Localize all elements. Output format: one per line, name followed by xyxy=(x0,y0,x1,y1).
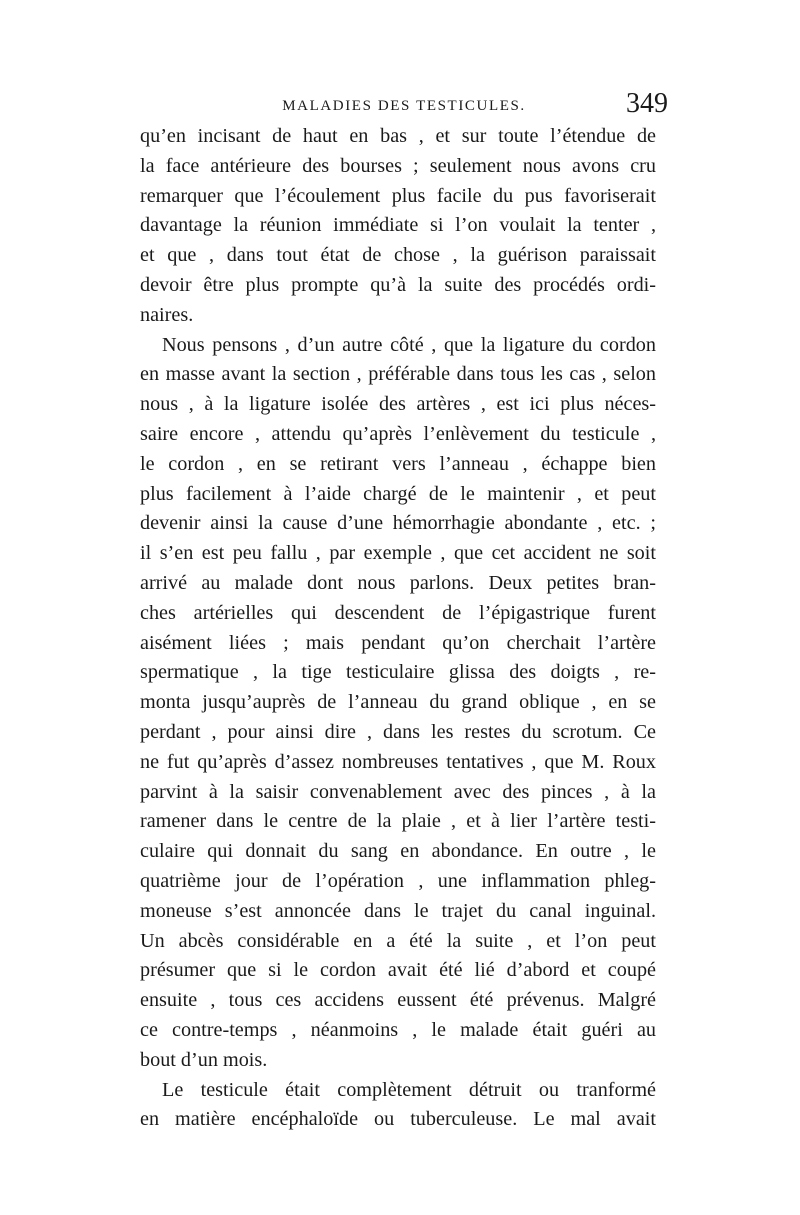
text-line: en matière encéphaloïde ou tuberculeuse. Le mal avait xyxy=(140,1108,656,1131)
text-line: Nous pensons , d’un autre côté , que la ligature du cordon xyxy=(162,333,656,356)
paragraph-1 xyxy=(140,122,656,331)
text-line: le cordon , en se retirant vers l’anneau , échappe bien xyxy=(140,452,656,475)
text-line: quatrième jour de l’opération , une inflammation phleg- xyxy=(140,869,656,892)
text-line: Un abcès considérable en a été la suite , et l’on peut xyxy=(140,929,656,952)
text-line: ce contre-temps , néanmoins , le malade était guéri au xyxy=(140,1018,656,1041)
text-line: parvint à la saisir convenablement avec des pinces , à la xyxy=(140,780,656,803)
text-line: et que , dans tout état de chose , la guérison paraissait xyxy=(140,244,656,267)
text-line: davantage la réunion immédiate si l’on voulait la tenter , xyxy=(140,214,656,237)
paragraph-2 xyxy=(140,331,656,1076)
text-line: ches artérielles qui descendent de l’épigastrique furent xyxy=(140,601,656,624)
text-line: plus facilement à l’aide chargé de le maintenir , et peut xyxy=(140,482,656,505)
paragraph-3 xyxy=(140,1076,656,1136)
running-title: MALADIES DES TESTICULES. xyxy=(282,98,526,114)
text-line: culaire qui donnait du sang en abondance. En outre , le xyxy=(140,840,656,863)
text-line: arrivé au malade dont nous parlons. Deux petites bran- xyxy=(140,571,656,594)
text-line: en masse avant la section , préférable dans tous les cas , selon xyxy=(140,363,656,386)
text-line: devoir être plus prompte qu’à la suite des procédés ordi- xyxy=(140,273,656,296)
text-line: la face antérieure des bourses ; seulement nous avons cru xyxy=(140,154,656,177)
text-line: monta jusqu’auprès de l’anneau du grand oblique , en se xyxy=(140,691,656,714)
body-text xyxy=(140,122,656,1135)
text-line: ensuite , tous ces accidens eussent été prévenus. Malgré xyxy=(140,989,656,1012)
text-line: devenir ainsi la cause d’une hémorrhagie abondante , etc. ; xyxy=(140,512,656,535)
text-line: Le testicule était complètement détruit ou tranformé xyxy=(162,1078,656,1101)
text-line: présumer que si le cordon avait été lié d’abord et coupé xyxy=(140,959,656,982)
page-number: 349 xyxy=(626,88,668,119)
text-line: aisément liées ; mais pendant qu’on cherchait l’artère xyxy=(140,631,656,654)
text-line: nous , à la ligature isolée des artères , est ici plus néces- xyxy=(140,393,656,416)
text-line: perdant , pour ainsi dire , dans les restes du scrotum. Ce xyxy=(140,720,656,743)
text-line: saire encore , attendu qu’après l’enlèvement du testicule , xyxy=(140,422,656,445)
text-line: qu’en incisant de haut en bas , et sur toute l’étendue de xyxy=(140,125,656,147)
text-line: bout d’un mois. xyxy=(140,1048,268,1071)
text-line: spermatique , la tige testiculaire glissa des doigts , re- xyxy=(140,661,656,684)
text-line: ramener dans le centre de la plaie , et à lier l’artère testi- xyxy=(140,810,656,833)
text-line: moneuse s’est annoncée dans le trajet du canal inguinal. xyxy=(140,899,656,922)
text-line: naires. xyxy=(140,303,194,326)
text-line: il s’en est peu fallu , par exemple , que cet accident ne soit xyxy=(140,542,656,565)
text-line: remarquer que l’écoulement plus facile du pus favoriserait xyxy=(140,184,656,207)
text-line: ne fut qu’après d’assez nombreuses tentatives , que M. Roux xyxy=(140,750,656,773)
